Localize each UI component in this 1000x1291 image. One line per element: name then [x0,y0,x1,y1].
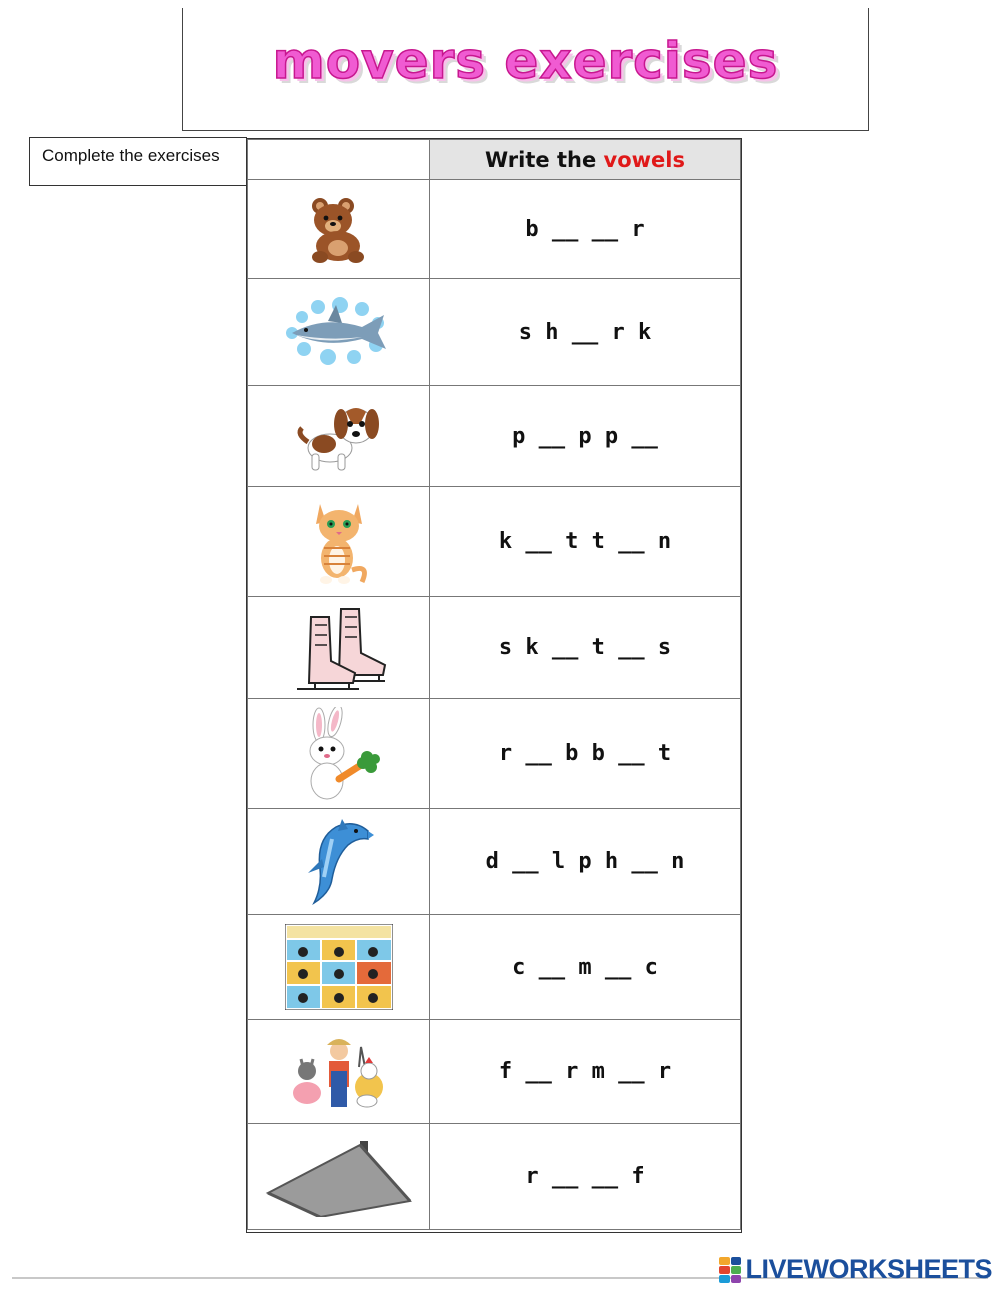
header-blank-cell [248,140,430,180]
table-row [248,386,741,487]
word-cell[interactable]: r __ b b __ t [430,699,741,809]
brand-name: LIVEWORKSHEETS [745,1254,992,1284]
title-banner [182,8,869,131]
table-row [248,180,741,279]
liveworksheets-icon [719,1257,741,1283]
picture-cell [248,487,430,597]
table-row [248,915,741,1020]
table-row [248,597,741,699]
puppy-icon [294,398,384,474]
bear-icon [304,194,374,264]
header-prefix: Write the [485,147,604,172]
roof-icon [264,1137,414,1217]
instruction-text: Complete the exercises [42,146,220,165]
picture-cell [248,1124,430,1230]
picture-cell [248,279,430,386]
word-cell[interactable]: f __ r m __ r [430,1020,741,1124]
header-vowels: vowels [603,147,685,172]
picture-cell [248,1020,430,1124]
word-cell[interactable]: d __ l p h __ n [430,809,741,915]
skates-icon [287,605,391,691]
picture-cell [248,809,430,915]
table-row [248,809,741,915]
instruction-box [29,137,247,186]
picture-cell [248,597,430,699]
rabbit-icon [297,707,381,801]
word-cell[interactable]: c __ m __ c [430,915,741,1020]
worksheet-title: movers exercises [272,32,779,90]
table-row [248,279,741,386]
kitten-icon [304,498,374,586]
picture-cell [248,915,430,1020]
table-row [248,1124,741,1230]
comic-icon [285,924,393,1010]
table-row [248,699,741,809]
shark-icon [284,297,394,367]
picture-cell [248,699,430,809]
word-cell[interactable]: r __ __ f [430,1124,741,1230]
header-title-cell [430,140,741,180]
picture-cell [248,180,430,279]
picture-cell [248,386,430,487]
word-cell[interactable]: p __ p p __ [430,386,741,487]
table-header-row [248,140,741,180]
word-cell[interactable]: b __ __ r [430,180,741,279]
table-row [248,1020,741,1124]
word-cell[interactable]: s k __ t __ s [430,597,741,699]
exercise-table [246,138,742,1233]
dolphin-icon [302,817,376,907]
word-cell[interactable]: s h __ r k [430,279,741,386]
word-cell[interactable]: k __ t t __ n [430,487,741,597]
table-row [248,487,741,597]
farmer-icon [291,1031,387,1113]
brand-logo [719,1254,992,1285]
